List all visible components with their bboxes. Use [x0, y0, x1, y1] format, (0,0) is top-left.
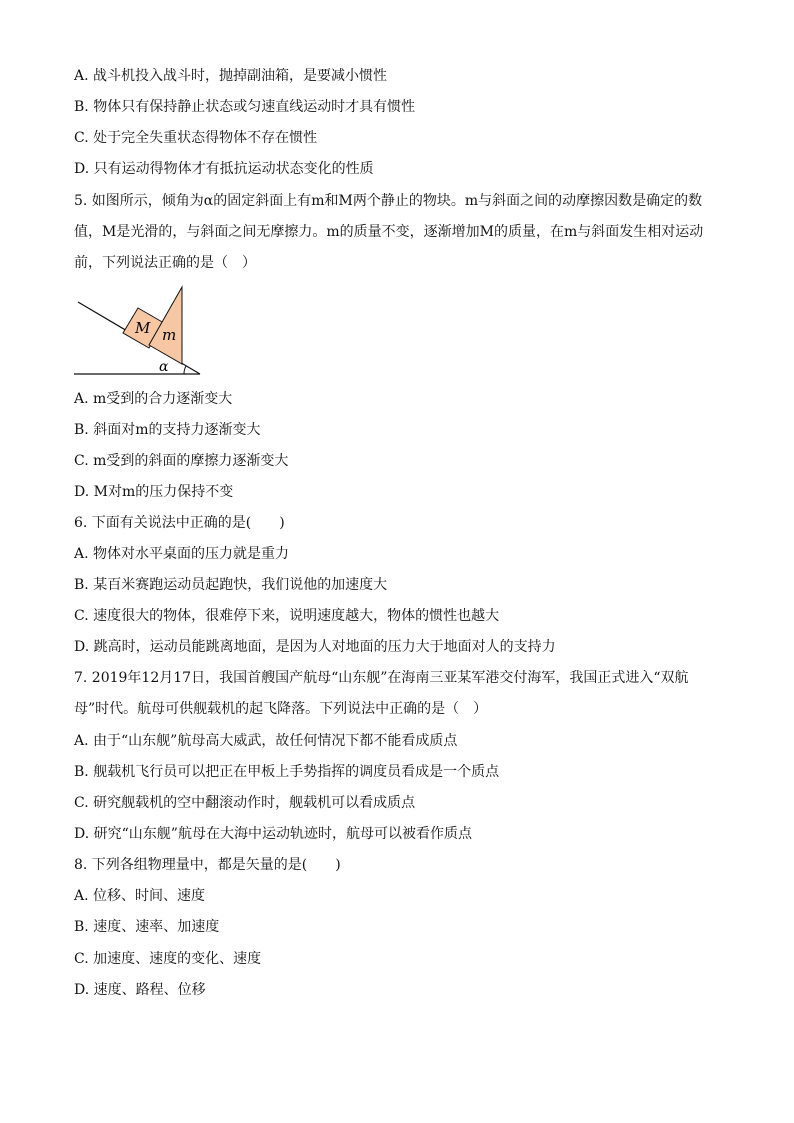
question-4-option-b: B. 物体只有保持静止状态或匀速直线运动时才具有惯性: [74, 99, 416, 115]
question-5-option-d: D. M对m的压力保持不变: [74, 484, 234, 500]
question-4-option-c: C. 处于完全失重状态得物体不存在惯性: [74, 130, 318, 146]
question-5-option-a: A. m受到的合力逐渐变大: [74, 391, 233, 407]
question-6-option-c: C. 速度很大的物体，很难停下来，说明速度越大，物体的惯性也越大: [74, 608, 500, 624]
label-M: M: [135, 319, 151, 337]
question-5-stem-line-1: 5. 如图所示，倾角为α的固定斜面上有m和M两个静止的物块。m与斜面之间的动摩擦因数是确定的数: [74, 193, 703, 209]
question-8-stem: 8. 下列各组物理量中，都是矢量的是( ): [74, 857, 341, 873]
question-6-option-b: B. 某百米赛跑运动员起跑快，我们说他的加速度大: [74, 577, 388, 593]
label-alpha: α: [159, 359, 169, 375]
question-6-option-d: D. 跳高时，运动员能跳离地面，是因为人对地面的压力大于地面对人的支持力: [74, 639, 556, 655]
question-6-stem: 6. 下面有关说法中正确的是( ): [74, 515, 285, 531]
question-4-option-a: A. 战斗机投入战斗时，抛掉副油箱，是要减小惯性: [74, 68, 388, 84]
question-7-stem-line-1: 7. 2019年12月17日，我国首艘国产航母“山东舰”在海南三亚某军港交付海军，我国正式进入“双航: [74, 670, 689, 686]
question-7-stem-line-2: 母”时代。航母可供舰载机的起飞降落。下列说法中正确的是（ ）: [74, 701, 488, 717]
question-7-option-b: B. 舰载机飞行员可以把正在甲板上手势指挥的调度员看成是一个质点: [74, 764, 500, 780]
question-5-option-b: B. 斜面对m的支持力逐渐变大: [74, 422, 261, 438]
label-m: m: [162, 326, 177, 344]
question-5-stem-line-3: 前，下列说法正确的是（ ）: [74, 255, 256, 271]
question-8-option-a: A. 位移、时间、速度: [74, 888, 206, 904]
question-8-option-b: B. 速度、速率、加速度: [74, 919, 220, 935]
angle-arc: [184, 366, 186, 374]
incline-diagram: [72, 282, 212, 382]
question-8-option-d: D. 速度、路程、位移: [74, 982, 206, 998]
question-5-stem-line-2: 值，M是光滑的，与斜面之间无摩擦力。m的质量不变，逐渐增加M的质量，在m与斜面发生相对运动: [74, 224, 704, 240]
question-7-option-d: D. 研究“山东舰”航母在大海中运动轨迹时，航母可以被看作质点: [74, 826, 472, 842]
question-4-option-d: D. 只有运动得物体才有抵抗运动状态变化的性质: [74, 161, 374, 177]
question-6-option-a: A. 物体对水平桌面的压力就是重力: [74, 546, 290, 562]
question-7-option-c: C. 研究舰载机的空中翻滚动作时，舰载机可以看成质点: [74, 795, 416, 811]
question-7-option-a: A. 由于“山东舰”航母高大威武，故任何情况下都不能看成质点: [74, 733, 458, 749]
question-5-option-c: C. m受到的斜面的摩擦力逐渐变大: [74, 453, 289, 469]
question-8-option-c: C. 加速度、速度的变化、速度: [74, 951, 262, 967]
